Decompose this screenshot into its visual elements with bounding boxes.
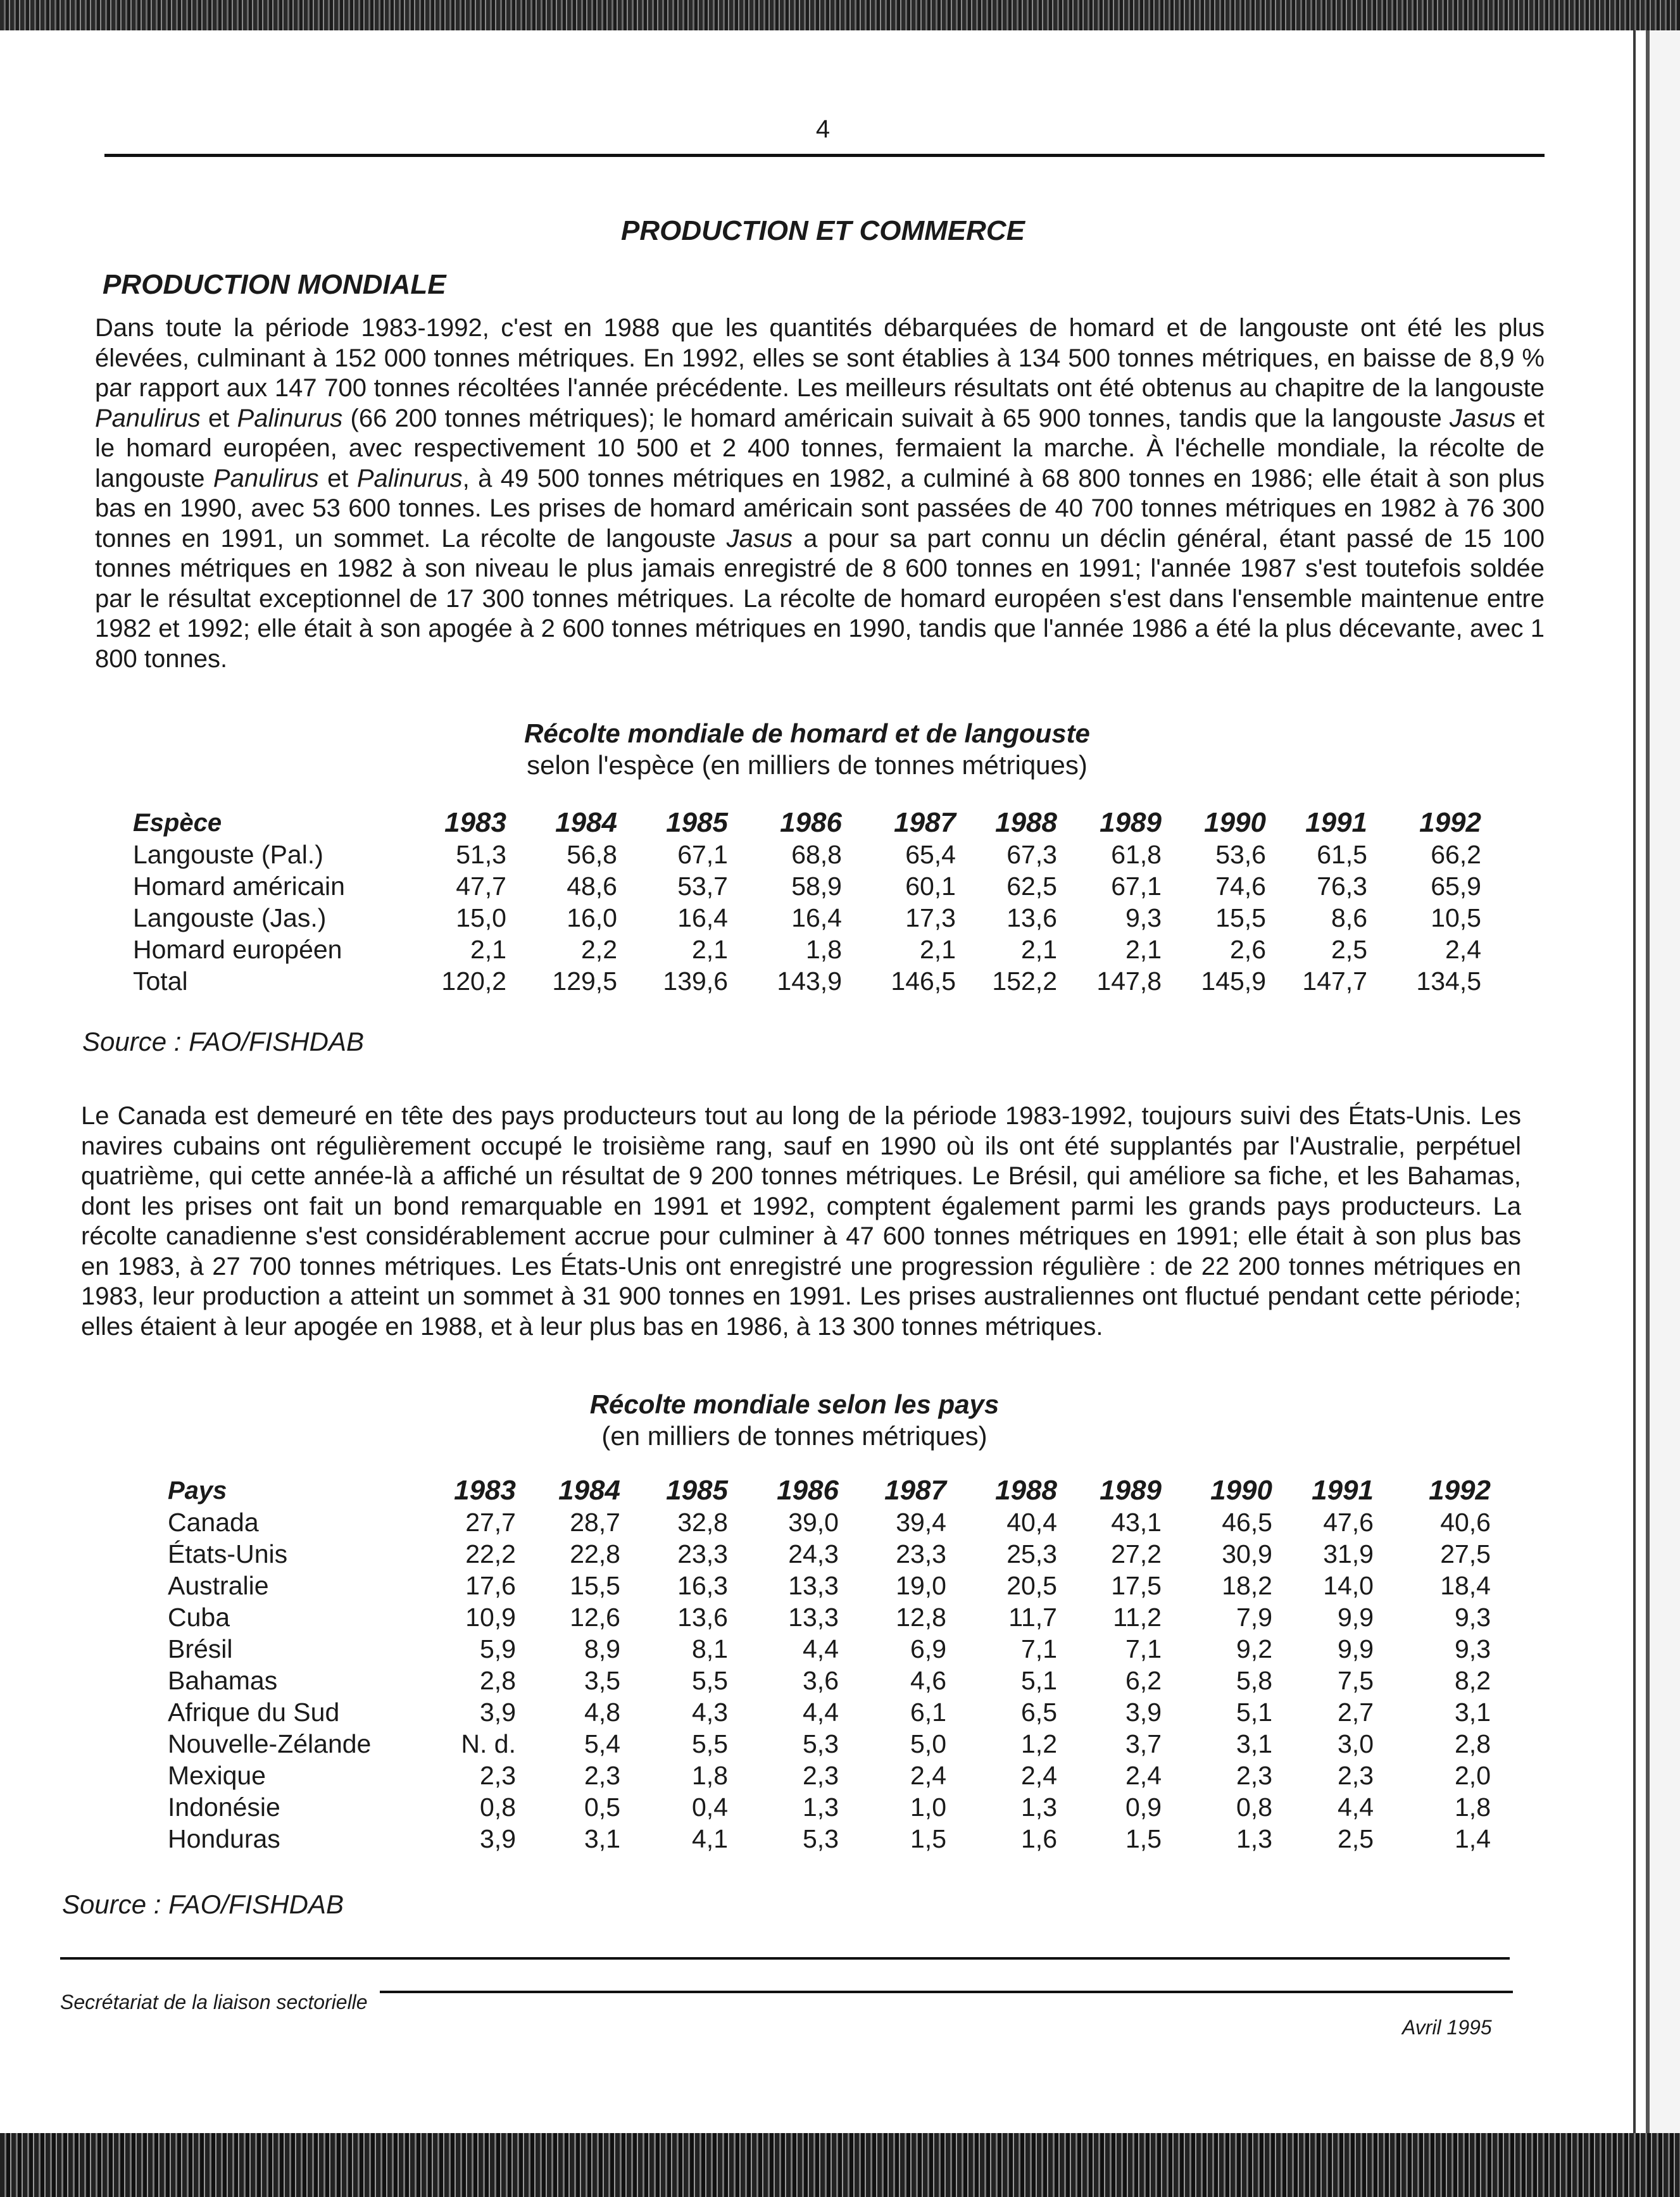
table-cell: 10,9 [465,1602,516,1632]
table-cell: 39,0 [788,1507,839,1537]
table-cell: 5,5 [692,1665,728,1695]
year-header: 1991 [1305,807,1367,838]
table-cell: 20,5 [1006,1570,1057,1600]
table-cell: 0,4 [692,1792,728,1822]
year-header: 1991 [1312,1475,1374,1506]
table-cell: 143,9 [777,966,842,996]
species-label: Homard américain [133,871,345,901]
year-header: 1984 [555,807,617,838]
table-cell: 15,5 [570,1570,620,1600]
table-cell: 3,6 [803,1665,839,1695]
country-label: Canada [168,1507,259,1537]
text-run: Dans toute la période 1983-1992, c'est en 1988 que les quantités débarquées de homard et de langouste ont été les plus élevées, culminant à 152 000 tonnes métriques. En 1992, elles se sont établies à 134 500 tonnes métriques, en baisse de 8,9 % par rapport aux 147 700 tonnes récoltées l'année précédente. Les meilleurs résultats ont été obtenus au chapitre de la langouste [95,314,1545,402]
table-cell: 1,3 [1021,1792,1057,1822]
country-label: États-Unis [168,1539,288,1568]
table-cell: 27,2 [1111,1539,1162,1568]
table-cell: 2,4 [1445,934,1481,964]
table-cell: 2,3 [584,1760,620,1790]
table-cell: 2,4 [1021,1760,1057,1790]
table-cell: 5,8 [1236,1665,1272,1695]
table-row [168,1633,1491,1665]
table-cell: 2,5 [1338,1824,1374,1853]
table1-caption-subtitle: selon l'espèce (en milliers de tonnes métriques) [527,750,1088,780]
table-cell: 16,4 [791,903,842,932]
year-header: 1989 [1100,1475,1162,1506]
table-cell: 67,3 [1006,839,1057,869]
country-label: Bahamas [168,1665,278,1695]
table-row [133,965,1481,997]
table-cell: 17,3 [905,903,956,932]
year-header: 1985 [666,1475,728,1506]
table-cell: 2,2 [581,934,617,964]
table-row [168,1791,1491,1823]
year-header: 1987 [884,1475,946,1506]
table-cell: 5,4 [584,1729,620,1758]
table-cell: 16,0 [567,903,617,932]
table-cell: 9,3 [1455,1602,1491,1632]
table-cell: 2,3 [480,1760,516,1790]
table2-caption-title: Récolte mondiale selon les pays [589,1389,1000,1419]
table2-source: Source : FAO/FISHDAB [62,1889,344,1919]
table-cell: 2,6 [1230,934,1266,964]
table-cell: 67,1 [677,839,728,869]
table-cell: 12,8 [896,1602,946,1632]
header-rule [104,154,1545,157]
table-cell: 2,3 [1236,1760,1272,1790]
table-cell: 16,4 [677,903,728,932]
country-label: Brésil [168,1634,233,1663]
table1-caption-title: Récolte mondiale de homard et de langouste [524,718,1090,748]
table-cell: 12,6 [570,1602,620,1632]
table-cell: 8,1 [692,1634,728,1663]
table-row [133,870,1481,902]
footer-publisher: Secrétariat de la liaison sectorielle [60,1991,368,2013]
country-label: Mexique [168,1760,266,1790]
table-cell: 3,1 [1236,1729,1272,1758]
paragraph-country-production: Le Canada est demeuré en tête des pays producteurs tout au long de la période 1983-1992, toujours suivi des États-Unis. Les navires cubains ont régulièrement occupé le troisième rang, sauf en 1990 où ils ont été supplantés par l'Australie, perpétuel quatrième, qui cette année-là a affiché un résultat de 9 200 tonnes métriques. Le Brésil, qui améliore sa fiche, et les Bahamas, dont les prises ont fait un bond remarquable en 1991 et 1992, comptent également parmi les grands pays producteurs. La récolte canadienne s'est considérablement accrue pour culminer à 47 600 tonnes métriques en 1991; elle était à son plus bas en 1983, à 27 700 tonnes métriques. Les États-Unis ont enregistré une progression régulière : de 22 200 tonnes métriques en 1983, leur production a atteint un sommet à 31 900 tonnes en 1991. Les prises australiennes ont fluctué pendant cette période; elles étaient à leur apogée en 1988, et à leur plus bas en 1986, à 13 300 tonnes métriques. [81,1102,1521,1341]
table-cell: 4,1 [692,1824,728,1853]
table-cell: 2,7 [1338,1697,1374,1727]
table-cell: 47,7 [456,871,506,901]
table1-source: Source : FAO/FISHDAB [82,1027,364,1056]
table-cell: 30,9 [1222,1539,1272,1568]
year-header: 1988 [995,807,1057,838]
section-title: PRODUCTION ET COMMERCE [621,215,1025,246]
italic-term: Jasus [1449,404,1516,432]
footer-rule-lower [380,1991,1513,1993]
table-cell: 27,5 [1440,1539,1491,1568]
table-cell: 28,7 [570,1507,620,1537]
table-cell: 5,9 [480,1634,516,1663]
country-label: Cuba [168,1602,230,1632]
year-header: 1987 [894,807,956,838]
species-label: Langouste (Pal.) [133,839,323,869]
table-cell: 43,1 [1111,1507,1162,1537]
table-cell: 2,5 [1331,934,1367,964]
table-cell: 23,3 [896,1539,946,1568]
table-cell: 14,0 [1323,1570,1374,1600]
table-cell: 2,3 [1338,1760,1374,1790]
table-cell: 8,6 [1331,903,1367,932]
table-cell: 58,9 [791,871,842,901]
table-cell: 53,7 [677,871,728,901]
table-cell: 76,3 [1317,871,1367,901]
italic-term: Palinurus [356,464,463,492]
table-row [168,1538,1491,1570]
table-cell: 7,1 [1125,1634,1162,1663]
table-cell: 46,5 [1222,1507,1272,1537]
table-row [168,1506,1491,1538]
table-cell: 3,9 [480,1697,516,1727]
table-cell: 120,2 [441,966,506,996]
table-cell: 32,8 [677,1507,728,1537]
table-cell: 61,8 [1111,839,1162,869]
table-cell: 1,2 [1021,1729,1057,1758]
table-cell: 6,9 [910,1634,946,1663]
table-cell: 1,5 [1125,1824,1162,1853]
table-cell: 25,3 [1006,1539,1057,1568]
table-cell: 1,8 [1455,1792,1491,1822]
table-cell: 65,4 [905,839,956,869]
table-cell: 1,8 [692,1760,728,1790]
table-cell: 146,5 [891,966,956,996]
subsection-title: PRODUCTION MONDIALE [103,269,446,300]
year-header: 1985 [666,807,728,838]
year-header: 1986 [777,1475,839,1506]
year-header: 1989 [1100,807,1162,838]
table-row [168,1728,1491,1760]
table-cell: 2,8 [1455,1729,1491,1758]
table-cell: 15,5 [1215,903,1266,932]
table-cell: 6,2 [1125,1665,1162,1695]
table-cell: 1,3 [803,1792,839,1822]
table-cell: 40,6 [1440,1507,1491,1537]
table-cell: 4,3 [692,1697,728,1727]
table-cell: 13,6 [677,1602,728,1632]
text-run: et [318,464,357,492]
table-cell: 1,5 [910,1824,946,1853]
table-cell: 24,3 [788,1539,839,1568]
table-cell: 51,3 [456,839,506,869]
italic-term: Panulirus [213,464,319,492]
table-cell: 7,1 [1021,1634,1057,1663]
table-cell: 4,4 [803,1634,839,1663]
page-number: 4 [815,115,831,143]
table-cell: 27,7 [465,1507,516,1537]
table-cell: 8,9 [584,1634,620,1663]
table-header-row [168,1475,1491,1506]
table-row [168,1570,1491,1601]
species-label: Langouste (Jas.) [133,903,327,932]
table-cell: 2,1 [920,934,956,964]
table-cell: 0,5 [584,1792,620,1822]
table-cell: 9,9 [1338,1634,1374,1663]
country-label: Afrique du Sud [168,1697,340,1727]
table-cell: 2,1 [470,934,506,964]
table-cell: 7,5 [1338,1665,1374,1695]
table-cell: 62,5 [1006,871,1057,901]
table-cell: 147,7 [1302,966,1367,996]
table-cell: 74,6 [1215,871,1266,901]
table-cell: 66,2 [1431,839,1481,869]
year-header: 1990 [1210,1475,1272,1506]
table-cell: 8,2 [1455,1665,1491,1695]
table-cell: 2,4 [910,1760,946,1790]
table-cell: 152,2 [992,966,1057,996]
table-cell: 13,3 [788,1570,839,1600]
table-cell: 1,8 [806,934,842,964]
scan-border-bottom [0,2133,1680,2197]
table-cell: 67,1 [1111,871,1162,901]
table-cell: 2,4 [1125,1760,1162,1790]
italic-term: Panulirus [95,404,201,432]
table-cell: 15,0 [456,903,506,932]
table-cell: 48,6 [567,871,617,901]
table-row [168,1665,1491,1696]
table-cell: 68,8 [791,839,842,869]
table-cell: 4,8 [584,1697,620,1727]
table-cell: 4,4 [803,1697,839,1727]
table-row [133,934,1481,965]
table-cell: 134,5 [1416,966,1481,996]
table-cell: 6,1 [910,1697,946,1727]
species-label: Homard européen [133,934,342,964]
table-cell: 1,3 [1236,1824,1272,1853]
table-cell: 3,7 [1125,1729,1162,1758]
year-header: 1984 [558,1475,620,1506]
text-run: et le homard européen, avec respectivement 10 500 et 2 400 tonnes, fermaient la marche. À l'échelle mondiale, la récolte de langouste [95,404,1545,492]
year-header: 1988 [995,1475,1057,1506]
table-cell: 22,2 [465,1539,516,1568]
table-cell: 60,1 [905,871,956,901]
table-cell: 2,0 [1455,1760,1491,1790]
table-cell: 2,3 [803,1760,839,1790]
header-label: Pays [168,1476,227,1505]
table-cell: 61,5 [1317,839,1367,869]
footer-date: Avril 1995 [1402,2016,1492,2039]
table-cell: 31,9 [1323,1539,1374,1568]
country-label: Honduras [168,1824,280,1853]
table-cell: 6,5 [1021,1697,1057,1727]
table-cell: 11,2 [1113,1602,1162,1632]
table-header-row [133,807,1481,839]
text-run: , à 49 500 tonnes métriques en 1982, a culminé à 68 800 tonnes en 1986; elle était à son plus bas en 1990, avec 53 600 tonnes. Les prises de homard américain sont passées de 40 700 tonnes métriques en 1982 à 76 300 tonnes en 1991, un sommet. La récolte de langouste [95,464,1545,553]
table-cell: 13,3 [788,1602,839,1632]
table-cell: 147,8 [1096,966,1162,996]
scan-border-top [0,0,1680,30]
table-row [133,839,1481,870]
table-cell: 0,9 [1125,1792,1162,1822]
table-cell: 3,9 [480,1824,516,1853]
table-cell: 0,8 [1236,1792,1272,1822]
table-cell: 9,3 [1125,903,1162,932]
table-cell: 4,6 [910,1665,946,1695]
species-harvest-table [133,807,1481,997]
scan-border-right [1620,30,1680,2133]
table-cell: 9,9 [1338,1602,1374,1632]
country-label: Indonésie [168,1792,280,1822]
table-cell: N. d. [461,1729,516,1758]
table-cell: 10,5 [1431,903,1481,932]
table-cell: 3,1 [1455,1697,1491,1727]
table-cell: 5,1 [1236,1697,1272,1727]
table-cell: 53,6 [1215,839,1266,869]
table-cell: 2,1 [692,934,728,964]
table-cell: 11,7 [1008,1602,1057,1632]
table-cell: 5,5 [692,1729,728,1758]
species-label: Total [133,966,188,996]
table-cell: 3,9 [1125,1697,1162,1727]
table-cell: 3,1 [584,1824,620,1853]
table-cell: 40,4 [1006,1507,1057,1537]
table-cell: 9,3 [1455,1634,1491,1663]
table-cell: 7,9 [1236,1602,1272,1632]
table-cell: 1,6 [1021,1824,1057,1853]
table-cell: 17,6 [465,1570,516,1600]
paragraph-world-production [95,313,1545,674]
table-cell: 5,1 [1021,1665,1057,1695]
table-cell: 5,3 [803,1729,839,1758]
table-cell: 2,1 [1021,934,1057,964]
country-label: Nouvelle-Zélande [168,1729,372,1758]
table-row [168,1823,1491,1855]
table-cell: 2,1 [1125,934,1162,964]
table-cell: 5,0 [910,1729,946,1758]
header-label: Espèce [133,808,222,837]
text-run: et [200,404,237,432]
table-cell: 65,9 [1431,871,1481,901]
italic-term: Jasus [726,524,793,553]
table-cell: 39,4 [896,1507,946,1537]
year-header: 1986 [780,807,842,838]
table-cell: 18,4 [1440,1570,1491,1600]
table-cell: 139,6 [663,966,728,996]
table-cell: 56,8 [567,839,617,869]
table-cell: 19,0 [896,1570,946,1600]
year-header: 1992 [1419,807,1481,838]
year-header: 1983 [454,1475,516,1506]
table-row [133,902,1481,934]
table-cell: 129,5 [552,966,617,996]
table-cell: 5,3 [803,1824,839,1853]
year-header: 1983 [444,807,506,838]
table-row [168,1696,1491,1728]
table-cell: 145,9 [1201,966,1266,996]
footer-rule-upper [60,1957,1510,1960]
text-run: (66 200 tonnes métriques); le homard américain suivait à 65 900 tonnes, tandis que la langouste [342,404,1450,432]
country-label: Australie [168,1570,269,1600]
table-row [168,1601,1491,1633]
table-row [168,1760,1491,1791]
table-cell: 22,8 [570,1539,620,1568]
table-cell: 13,6 [1006,903,1057,932]
table-cell: 2,8 [480,1665,516,1695]
table-cell: 47,6 [1323,1507,1374,1537]
table-cell: 1,4 [1455,1824,1491,1853]
year-header: 1990 [1204,807,1266,838]
year-header: 1992 [1429,1475,1491,1506]
italic-term: Palinurus [237,404,343,432]
table-cell: 9,2 [1236,1634,1272,1663]
table2-caption-subtitle: (en milliers de tonnes métriques) [601,1421,987,1451]
table-cell: 3,0 [1338,1729,1374,1758]
table-cell: 16,3 [677,1570,728,1600]
table-cell: 1,0 [910,1792,946,1822]
table-cell: 17,5 [1111,1570,1162,1600]
text-run: a pour sa part connu un déclin général, étant passé de 15 100 tonnes métriques en 1982 à son niveau le plus jamais enregistré de 8 600 tonnes en 1991; l'année 1987 s'est toutefois soldée par le résultat exceptionnel de 17 300 tonnes métriques. La récolte de homard européen s'est dans l'ensemble maintenue entre 1982 et 1992; elle était à son apogée à 2 600 tonnes métriques en 1990, tandis que l'année 1986 a été la plus décevante, avec 1 800 tonnes. [95,524,1545,673]
country-harvest-table [168,1475,1491,1855]
table-cell: 18,2 [1222,1570,1272,1600]
table-cell: 3,5 [584,1665,620,1695]
table-cell: 23,3 [677,1539,728,1568]
table-cell: 0,8 [480,1792,516,1822]
table-cell: 4,4 [1338,1792,1374,1822]
